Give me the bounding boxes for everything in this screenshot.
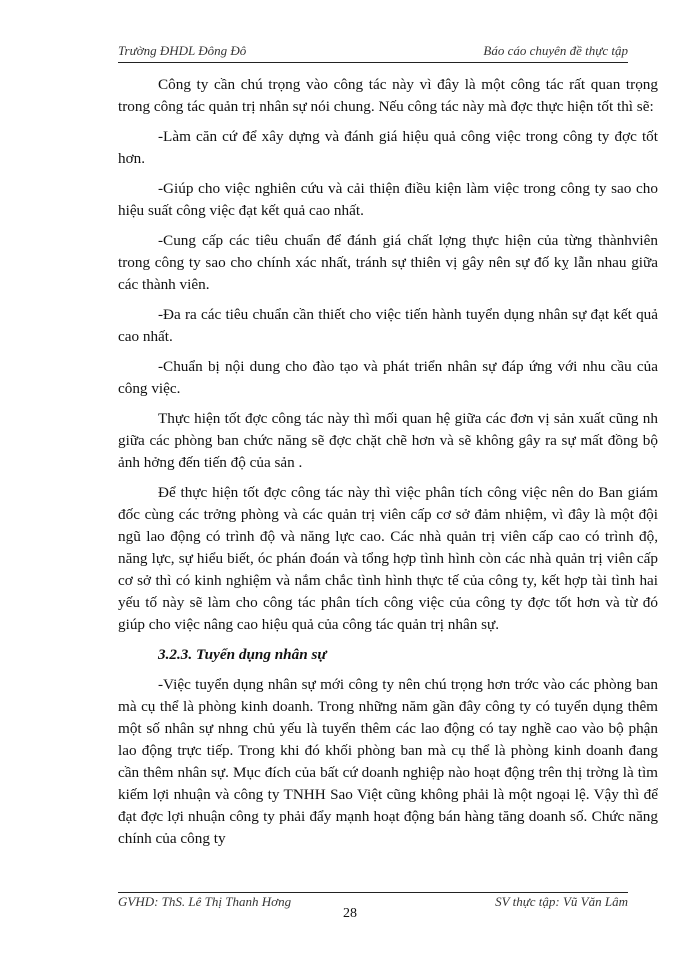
footer-rule	[118, 892, 628, 893]
paragraph-effect: Thực hiện tốt đợc công tác này thì mối quan hệ giữa các đơn vị sản xuất cũng nh giữa các phòng ban chức năng sẽ đợc chặt chẽ hơn và sẽ không gây ra sự mất đồng bộ ảnh hởng đến tiến độ của sản .	[118, 410, 658, 471]
page-content	[118, 74, 658, 858]
paragraph-recruitment: -Việc tuyển dụng nhân sự mới công ty nên chú trọng hơn trớc vào các phòng ban mà cụ thể là phòng kinh doanh. Trong những năm gần đây công ty có tuyển dụng thêm một số nhân sự nhng chủ yếu là tuyển thêm các lao động có tay nghề cao vào bộ phận lao động trực tiếp. Trong khi đó khối phòng ban mà cụ thể là phòng kinh doanh đang cần thêm nhân sự. Mục đích của bất cứ doanh nghiệp nào hoạt động trên thị trờng là tìm kiếm lợi nhuận và công ty TNHH Sao Việt cũng không phải là một ngoại lệ. Vậy thì để đạt đợc lợi nhuận công ty phải đẩy mạnh hoạt động bán hàng tăng doanh số. Chức năng chính của công ty	[118, 676, 658, 847]
header-school: Trường ĐHDL Đông Đô	[118, 43, 247, 58]
bullet-3: -Cung cấp các tiêu chuẩn để đánh giá chất lợng thực hiện của từng thànhviên trong công ty sao cho chính xác nhất, tránh sự thiên vị gây nên sự đố kỵ lẫn nhau giữa các thành viên.	[118, 232, 658, 293]
footer-supervisor: GVHD: ThS. Lê Thị Thanh Hơng	[118, 894, 292, 909]
footer-student: SV thực tập: Vũ Văn Lâm	[495, 894, 628, 909]
bullet-1: -Làm căn cứ để xây dựng và đánh giá hiệu quả công việc trong công ty đợc tốt hơn.	[118, 128, 658, 167]
bullet-4: -Đa ra các tiêu chuẩn cần thiết cho việc tiến hành tuyển dụng nhân sự đạt kết quả cao nhất.	[118, 306, 658, 345]
section-title: Tuyển dụng nhân sự	[195, 646, 327, 663]
section-heading	[158, 644, 658, 666]
paragraph-intro: Công ty cần chú trọng vào công tác này vì đây là một công tác rất quan trọng trong công tác quản trị nhân sự nói chung. Nếu công tác này mà đợc thực hiện tốt thì sẽ:	[118, 76, 658, 115]
page-number: 28	[343, 906, 357, 921]
paragraph-implementation: Để thực hiện tốt đợc công tác này thì việc phân tích công việc nên do Ban giám đốc cùng các trởng phòng và các quản trị viên cấp cơ sở đảm nhiệm, vì đây là một đội ngũ lao động có trình độ và năng lực cao. Các nhà quản trị viên cấp cao có trình độ, năng lực, sự hiểu biết, óc phán đoán và tổng hợp tình hình còn các nhà quản trị viên cấp cơ sở thì có kinh nghiệm và nắm chắc tình hình thực tế của công ty, kết hợp tài tình hai yếu tố này sẽ làm cho công tác phân tích công việc của công ty đợc tốt hơn và từ đó giúp cho việc nâng cao hiệu quả của công tác quản trị nhân sự.	[118, 484, 658, 633]
bullet-5: -Chuẩn bị nội dung cho đào tạo và phát triển nhân sự đáp ứng với nhu cầu của công việc.	[118, 358, 658, 397]
page-header	[118, 40, 628, 63]
header-report-title: Báo cáo chuyên đề thực tập	[483, 43, 628, 58]
section-number: 3.2.3.	[158, 646, 193, 663]
bullet-2: -Giúp cho việc nghiên cứu và cải thiện điều kiện làm việc trong công ty sao cho hiệu suất công việc đạt kết quả cao nhất.	[118, 180, 658, 219]
